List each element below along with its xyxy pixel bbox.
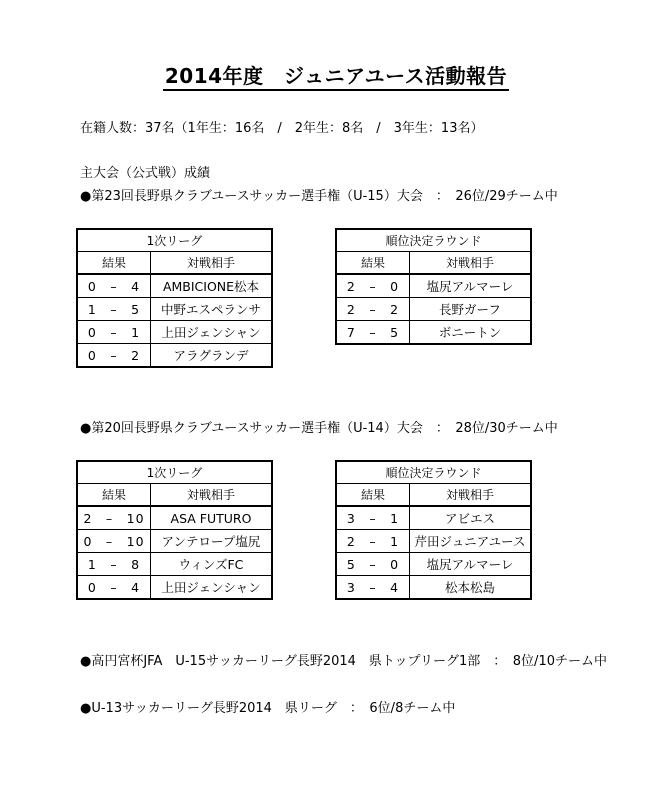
result-cell: 3 – 4: [336, 576, 410, 600]
result-cell: 1 – 8: [77, 553, 151, 576]
opponent-cell: 上田ジェンシャン: [151, 321, 273, 344]
tournament-heading: ●第23回長野県クラブユースサッカー選手権（U-15）大会 ： 26位/29チーム中: [80, 189, 558, 204]
ranking-table: [335, 228, 532, 345]
table-row: [336, 530, 531, 553]
league-table: [76, 460, 273, 600]
table-title: 1次リーグ: [77, 229, 272, 252]
result-cell: 2 – 10: [77, 506, 151, 530]
col-header-result: 結果: [336, 484, 410, 507]
opponent-cell: ウィンズFC: [151, 553, 273, 576]
league-result-line: ●U-13サッカーリーグ長野2014 県リーグ ： 6位/8チーム中: [80, 701, 456, 716]
result-cell: 0 – 4: [77, 576, 151, 600]
result-cell: 3 – 1: [336, 506, 410, 530]
table-row: [77, 344, 272, 368]
opponent-cell: アンテロープ塩尻: [151, 530, 273, 553]
opponent-cell: AMBICIONE松本: [151, 274, 273, 298]
result-cell: 0 – 10: [77, 530, 151, 553]
result-cell: 2 – 2: [336, 298, 410, 321]
table-row: [336, 553, 531, 576]
table-row: [336, 576, 531, 600]
opponent-cell: 松本松島: [410, 576, 532, 600]
opponent-cell: 芹田ジュニアユース: [410, 530, 532, 553]
ranking-table: [335, 460, 532, 600]
opponent-cell: ASA FUTURO: [151, 506, 273, 530]
opponent-cell: 塩尻アルマーレ: [410, 553, 532, 576]
result-cell: 5 – 0: [336, 553, 410, 576]
table-title: 順位決定ラウンド: [336, 229, 531, 252]
table-row: [77, 576, 272, 600]
result-cell: 0 – 1: [77, 321, 151, 344]
col-header-opponent: 対戦相手: [410, 252, 532, 275]
result-cell: 0 – 4: [77, 274, 151, 298]
col-header-opponent: 対戦相手: [151, 252, 273, 275]
table-row: [336, 506, 531, 530]
table-row: [77, 530, 272, 553]
table-row: [77, 321, 272, 344]
table-row: [77, 274, 272, 298]
col-header-result: 結果: [77, 484, 151, 507]
league-result-line: ●高円宮杯JFA U-15サッカーリーグ長野2014 県トップリーグ1部 ： 8位/10チーム中: [80, 654, 607, 669]
opponent-cell: アビエス: [410, 506, 532, 530]
table-row: [77, 298, 272, 321]
table-row: [77, 506, 272, 530]
result-cell: 2 – 0: [336, 274, 410, 298]
opponent-cell: 中野エスペランサ: [151, 298, 273, 321]
result-cell: 7 – 5: [336, 321, 410, 345]
page-title-wrap: [0, 60, 672, 89]
col-header-result: 結果: [77, 252, 151, 275]
main-heading: 主大会（公式戦）成績: [80, 166, 211, 181]
league-table: [76, 228, 273, 368]
page-title: 2014年度 ジュニアユース活動報告: [163, 64, 509, 91]
opponent-cell: 塩尻アルマーレ: [410, 274, 532, 298]
result-cell: 1 – 5: [77, 298, 151, 321]
enrollment-text: 在籍人数：37名（1年生：16名 / 2年生：8名 / 3年生：13名）: [80, 121, 484, 136]
result-cell: 2 – 1: [336, 530, 410, 553]
tournament-heading: ●第20回長野県クラブユースサッカー選手権（U-14）大会 ： 28位/30チーム中: [80, 421, 558, 436]
table-title: 1次リーグ: [77, 461, 272, 484]
opponent-cell: ボニートン: [410, 321, 532, 345]
opponent-cell: アラグランデ: [151, 344, 273, 368]
col-header-opponent: 対戦相手: [410, 484, 532, 507]
col-header-opponent: 対戦相手: [151, 484, 273, 507]
table-row: [77, 553, 272, 576]
table-row: [336, 298, 531, 321]
table-row: [336, 321, 531, 345]
table-title: 順位決定ラウンド: [336, 461, 531, 484]
opponent-cell: 上田ジェンシャン: [151, 576, 273, 600]
result-cell: 0 – 2: [77, 344, 151, 368]
table-row: [336, 274, 531, 298]
opponent-cell: 長野ガーフ: [410, 298, 532, 321]
col-header-result: 結果: [336, 252, 410, 275]
